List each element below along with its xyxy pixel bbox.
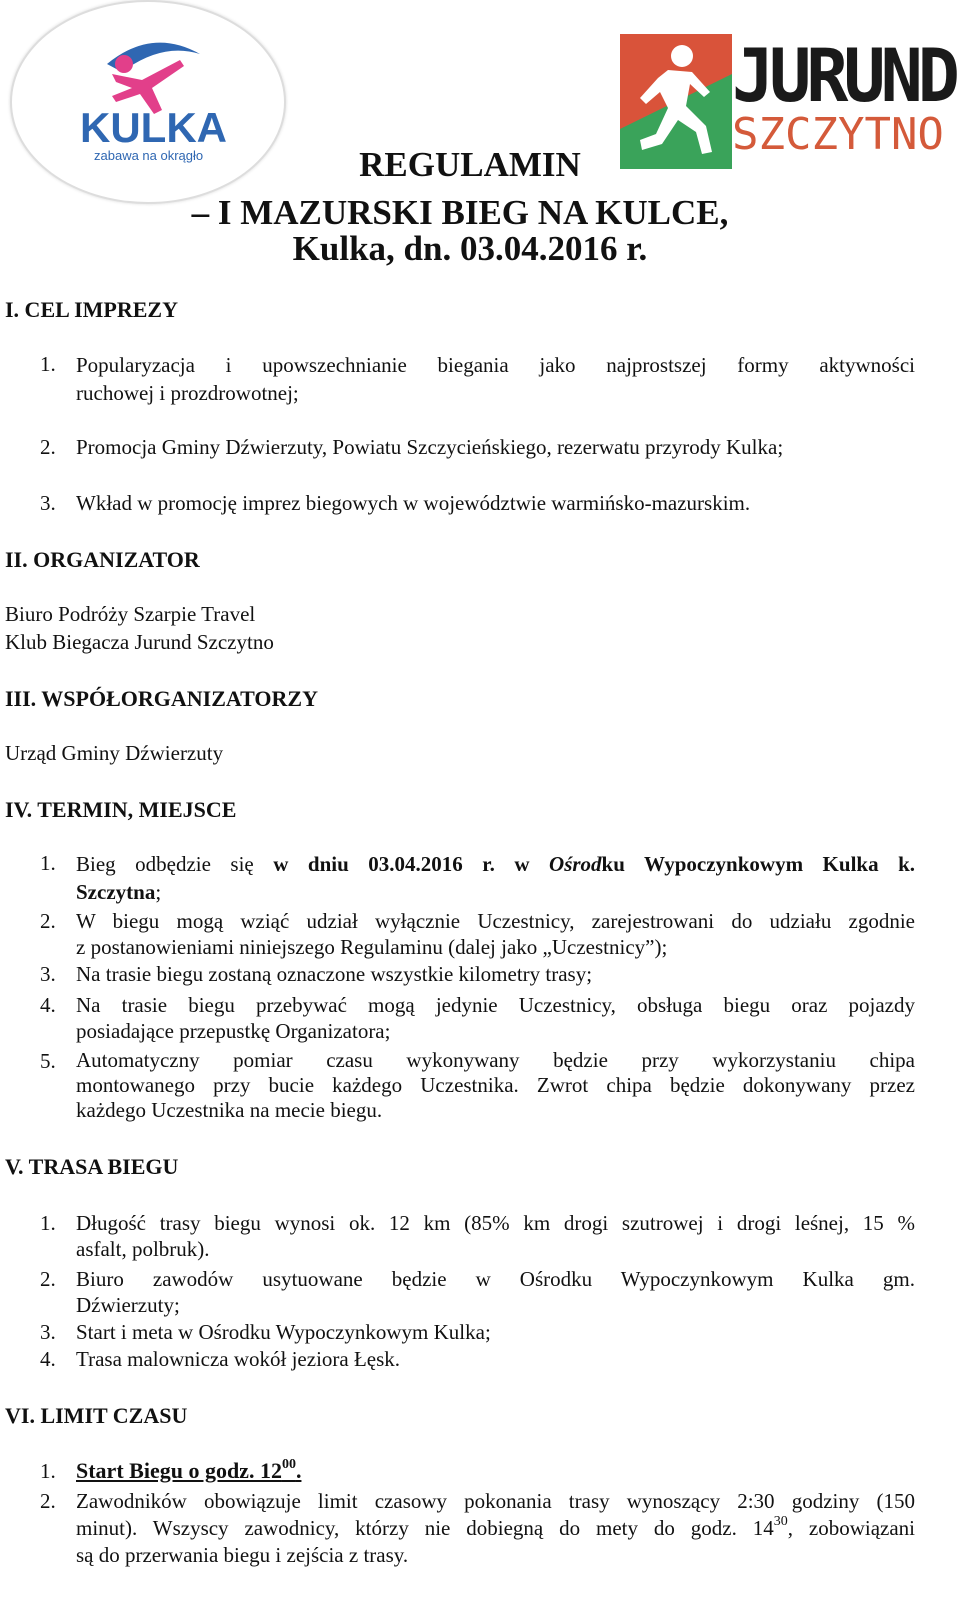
list-text-italic: Ośrod: [549, 852, 602, 876]
list-number: 2.: [40, 1489, 56, 1513]
list-number: 1.: [40, 851, 56, 875]
list-number: 2.: [40, 909, 56, 933]
list-number: 5.: [40, 1049, 56, 1073]
list-text-continued: , zobowiązani: [787, 1516, 915, 1540]
list-text: ;: [155, 880, 162, 904]
section-heading-cel: I. CEL IMPREZY: [5, 297, 178, 322]
section-heading-limit: VI. LIMIT CZASU: [5, 1403, 188, 1428]
section-heading-wspolorganizatorzy: III. WSPÓŁORGANIZATORZY: [5, 686, 318, 711]
list-number: 1.: [40, 1211, 56, 1235]
list-text-continued: Dźwierzuty;: [76, 1293, 180, 1317]
list-text: Na trasie biegu przebywać mogą jedynie Uczestnicy, obsługa biegu oraz pojazdy: [76, 993, 915, 1017]
list-text: Bieg odbędzie się: [76, 852, 254, 876]
deadline-minutes: 30: [773, 1514, 788, 1529]
list-text: Biuro zawodów usytuowane będzie w Ośrodku Wypoczynkowym Kulka gm.: [76, 1267, 915, 1291]
list-text: Wkład w promocję imprez biegowych w województwie warmińsko-mazurskim.: [76, 491, 751, 515]
list-text: Popularyzacja i upowszechnianie biegania jako najprostszej formy aktywności: [76, 353, 915, 377]
kulka-logo-word: KULKA: [80, 104, 227, 151]
doc-title-regulamin: REGULAMIN: [359, 145, 581, 184]
list-text-continued: minut). Wszyscy zawodnicy, którzy nie dobiegną do mety do godz. 14: [76, 1516, 774, 1540]
organizer-line: Klub Biegacza Jurund Szczytno: [5, 630, 274, 654]
list-text: Zawodników obowiązuje limit czasowy pokonania trasy wynoszący 2:30 godziny (150: [76, 1489, 915, 1513]
list-number: 3.: [40, 1320, 56, 1344]
list-text: Trasa malownicza wokół jeziora Łęsk.: [76, 1347, 401, 1371]
list-number: 3.: [40, 491, 56, 515]
list-text: W biegu mogą wziąć udział wyłącznie Uczestnicy, zarejestrowani do udziału zgodnie: [76, 909, 915, 933]
list-number: 3.: [40, 962, 56, 986]
list-number: 1.: [40, 352, 56, 376]
list-number: 4.: [40, 993, 56, 1017]
section-heading-organizator: II. ORGANIZATOR: [5, 547, 200, 572]
list-text: Długość trasy biegu wynosi ok. 12 km (85% km drogi szutrowej i drogi leśnej, 15 %: [76, 1211, 915, 1235]
kulka-logo-tagline: zabawa na okrągło: [94, 148, 204, 163]
start-time-text: [76, 1458, 915, 1484]
list-text-continued: są do przerwania biegu i zejścia z trasy.: [76, 1543, 409, 1567]
list-text-continued: montowanego przy bucie każdego Uczestnika. Zwrot chipa będzie dokonywany przez: [76, 1073, 915, 1097]
list-text-continued: asfalt, polbruk).: [76, 1237, 210, 1261]
list-text-continued: ruchowej i prozdrowotnej;: [76, 381, 299, 405]
list-number: 1.: [40, 1459, 56, 1483]
section-heading-trasa: V. TRASA BIEGU: [5, 1154, 179, 1179]
start-time-end: .: [295, 1458, 302, 1483]
list-text-bold-place: ku Wypoczynkowym Kulka k.: [601, 852, 915, 876]
jurund-logo-word: JURUND: [732, 32, 955, 120]
doc-title-event: – I MAZURSKI BIEG NA KULCE,: [191, 193, 729, 232]
list-text-continued: z postanowieniami niniejszego Regulaminu (dalej jako „Uczestnicy”);: [76, 935, 668, 959]
list-text: Automatyczny pomiar czasu wykonywany będzie przy wykorzystaniu chipa: [76, 1048, 915, 1072]
doc-title-date: Kulka, dn. 03.04.2016 r.: [292, 229, 648, 268]
start-time-label: Start Biegu o godz. 12: [76, 1458, 282, 1483]
list-text-bold-date: w dniu 03.04.2016 r. w: [273, 852, 530, 876]
organizer-line: Biuro Podróży Szarpie Travel: [5, 602, 256, 626]
list-text-continued: każdego Uczestnika na mecie biegu.: [76, 1098, 383, 1122]
list-text-continued: posiadające przepustkę Organizatora;: [76, 1019, 391, 1043]
list-text-bold-city: Szczytna: [76, 880, 156, 904]
coorganizer-line: Urząd Gminy Dźwierzuty: [5, 741, 224, 765]
jurund-logo-city: SZCZYTNO: [732, 109, 944, 160]
list-number: 2.: [40, 1267, 56, 1291]
list-number: 2.: [40, 435, 56, 459]
list-text: Start i meta w Ośrodku Wypoczynkowym Kulka;: [76, 1320, 491, 1344]
start-time-minutes: 00: [281, 1457, 296, 1472]
list-number: 4.: [40, 1347, 56, 1371]
list-text: Na trasie biegu zostaną oznaczone wszystkie kilometry trasy;: [76, 962, 593, 986]
list-text: Promocja Gminy Dźwierzuty, Powiatu Szczycieńskiego, rezerwatu przyrody Kulka;: [76, 435, 784, 459]
section-heading-termin: IV. TERMIN, MIEJSCE: [5, 797, 237, 822]
